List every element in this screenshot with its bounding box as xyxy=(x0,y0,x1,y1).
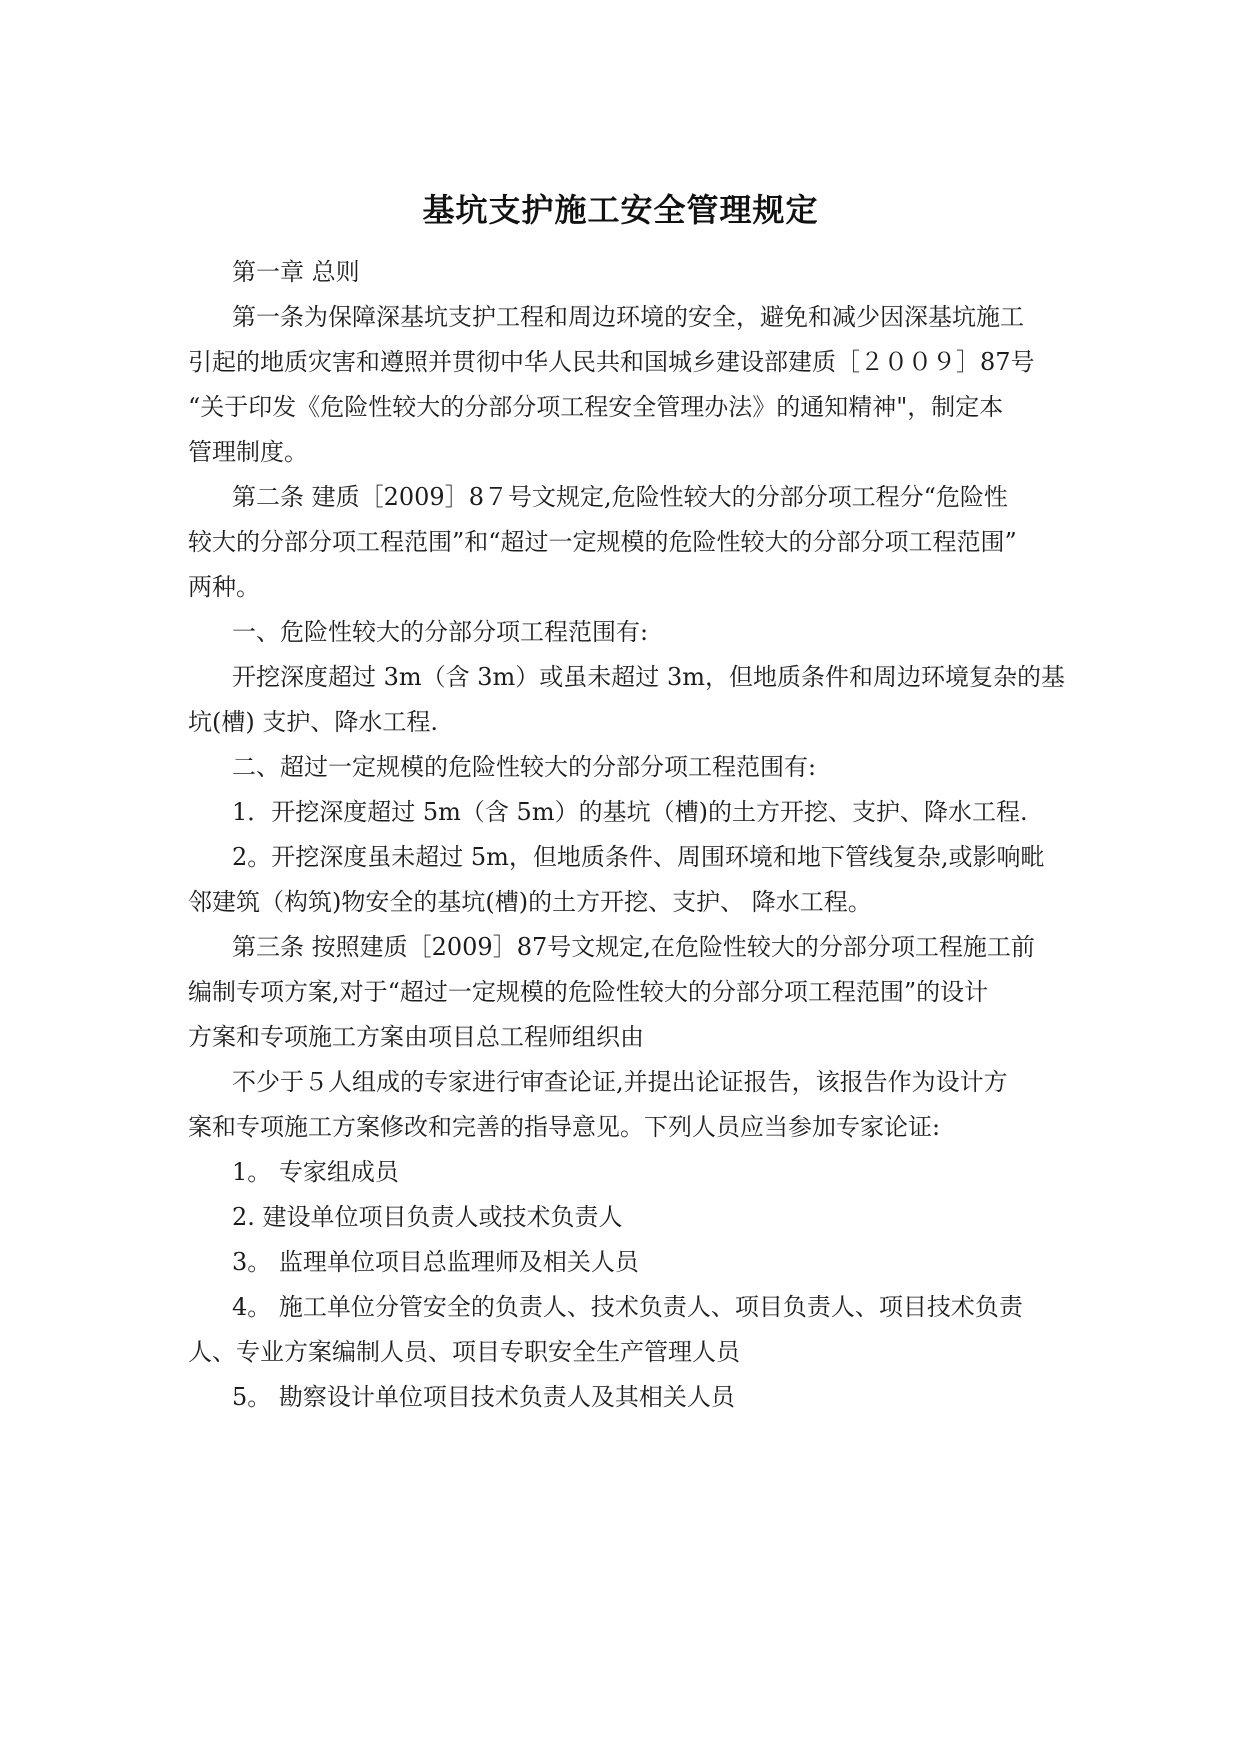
paragraph-line: 一、危险性较大的分部分项工程范围有: xyxy=(232,618,649,646)
list-item: 5。 勘察设计单位项目技术负责人及其相关人员 xyxy=(232,1383,735,1411)
list-item: 1。 专家组成员 xyxy=(232,1158,399,1186)
chapter-heading: 第一章 总则 xyxy=(232,258,360,286)
paragraph-line: 方案和专项施工方案由项目总工程师组织由 xyxy=(188,1023,644,1051)
list-item: 4。 施工单位分管安全的负责人、技术负责人、项目负责人、项目技术负责 xyxy=(232,1293,1023,1321)
paragraph-line: 开挖深度超过 3m（含 3m）或虽未超过 3m，但地质条件和周边环境复杂的基 xyxy=(232,663,1065,691)
paragraph-line: 坑(槽) 支护、降水工程. xyxy=(188,708,438,736)
list-item: 2。开挖深度虽未超过 5m，但地质条件、周围环境和地下管线复杂,或影响毗 xyxy=(232,843,1045,871)
list-item: 3。 监理单位项目总监理师及相关人员 xyxy=(232,1248,639,1276)
paragraph-line: 第三条 按照建质［2009］87号文规定,在危险性较大的分部分项工程施工前 xyxy=(232,933,1035,961)
paragraph-line: 不少于５人组成的专家进行审查论证,并提出论证报告，该报告作为设计方 xyxy=(232,1068,1008,1096)
paragraph-line: 人、专业方案编制人员、项目专职安全生产管理人员 xyxy=(188,1338,740,1366)
paragraph-line: 第一条为保障深基坑支护工程和周边环境的安全，避免和减少因深基坑施工 xyxy=(232,303,1024,331)
paragraph-line: 邻建筑（构筑)物安全的基坑(槽)的土方开挖、支护、 降水工程。 xyxy=(188,888,872,916)
document-title: 基坑支护施工安全管理规定 xyxy=(422,191,819,229)
list-item: 1．开挖深度超过 5m（含 5m）的基坑（槽)的土方开挖、支护、降水工程. xyxy=(232,798,1028,826)
list-item: 2. 建设单位项目负责人或技术负责人 xyxy=(232,1203,623,1231)
paragraph-line: 两种。 xyxy=(188,573,260,601)
paragraph-line: 编制专项方案,对于“超过一定规模的危险性较大的分部分项工程范围”的设计 xyxy=(188,978,989,1006)
paragraph-line: 二、超过一定规模的危险性较大的分部分项工程范围有: xyxy=(232,753,817,781)
paragraph-line: 管理制度。 xyxy=(188,438,308,466)
paragraph-line: 案和专项施工方案修改和完善的指导意见。下列人员应当参加专家论证: xyxy=(188,1113,941,1141)
paragraph-line: 较大的分部分项工程范围”和“超过一定规模的危险性较大的分部分项工程范围” xyxy=(188,528,1017,556)
paragraph-line: 引起的地质灾害和遵照并贯彻中华人民共和国城乡建设部建质［２００９］87号 xyxy=(188,348,1035,376)
paragraph-line: 第二条 建质［2009］8７号文规定,危险性较大的分部分项工程分“危险性 xyxy=(232,483,1008,511)
paragraph-line: “关于印发《危险性较大的分部分项工程安全管理办法》的通知精神"，制定本 xyxy=(188,393,1004,421)
